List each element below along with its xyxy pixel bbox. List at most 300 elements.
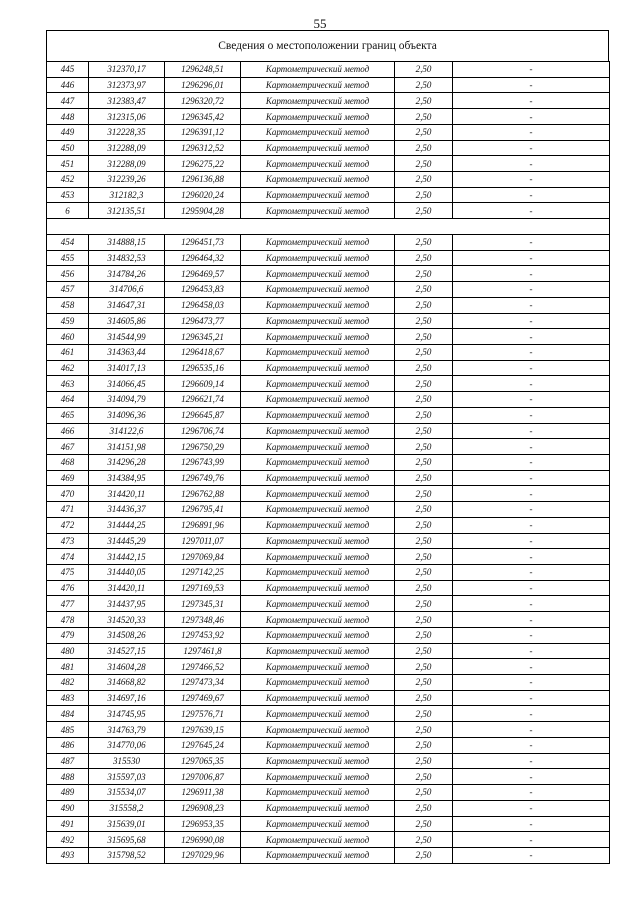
coord-x-cell: 314151,98 — [89, 439, 165, 455]
note-cell: - — [453, 722, 610, 738]
note-cell: - — [453, 486, 610, 502]
point-number-cell: 488 — [47, 769, 89, 785]
table-row — [47, 517, 610, 533]
coord-y-cell: 1296136,88 — [165, 172, 241, 188]
coord-x-cell: 312315,06 — [89, 109, 165, 125]
note-cell: - — [453, 847, 610, 863]
point-number-cell: 462 — [47, 360, 89, 376]
point-number-cell: 458 — [47, 297, 89, 313]
coord-x-cell: 312228,35 — [89, 124, 165, 140]
note-cell: - — [453, 282, 610, 298]
accuracy-cell: 2,50 — [395, 203, 453, 219]
point-number-cell: 6 — [47, 203, 89, 219]
coord-y-cell: 1296464,32 — [165, 250, 241, 266]
method-cell: Картометрический метод — [241, 203, 395, 219]
coord-y-cell: 1297169,53 — [165, 580, 241, 596]
table-row — [47, 769, 610, 785]
accuracy-cell: 2,50 — [395, 769, 453, 785]
coord-y-cell: 1297065,35 — [165, 753, 241, 769]
table-row — [47, 172, 610, 188]
note-cell: - — [453, 62, 610, 78]
table-row — [47, 203, 610, 219]
accuracy-cell: 2,50 — [395, 675, 453, 691]
table-row — [47, 109, 610, 125]
coord-y-cell: 1296706,74 — [165, 423, 241, 439]
coord-x-cell: 312135,51 — [89, 203, 165, 219]
coord-x-cell: 315798,52 — [89, 847, 165, 863]
note-cell: - — [453, 376, 610, 392]
accuracy-cell: 2,50 — [395, 344, 453, 360]
accuracy-cell: 2,50 — [395, 549, 453, 565]
point-number-cell: 487 — [47, 753, 89, 769]
point-number-cell: 454 — [47, 234, 89, 250]
coord-x-cell: 314296,28 — [89, 454, 165, 470]
coord-x-cell: 314527,15 — [89, 643, 165, 659]
accuracy-cell: 2,50 — [395, 407, 453, 423]
note-cell: - — [453, 800, 610, 816]
coord-y-cell: 1296248,51 — [165, 62, 241, 78]
method-cell: Картометрический метод — [241, 675, 395, 691]
table-row — [47, 753, 610, 769]
point-number-cell: 445 — [47, 62, 89, 78]
table-row — [47, 659, 610, 675]
table-row — [47, 737, 610, 753]
accuracy-cell: 2,50 — [395, 109, 453, 125]
method-cell: Картометрический метод — [241, 156, 395, 172]
note-cell: - — [453, 360, 610, 376]
coord-x-cell: 314604,28 — [89, 659, 165, 675]
coord-x-cell: 314420,11 — [89, 580, 165, 596]
accuracy-cell: 2,50 — [395, 360, 453, 376]
accuracy-cell: 2,50 — [395, 690, 453, 706]
coord-x-cell: 315597,03 — [89, 769, 165, 785]
method-cell: Картометрический метод — [241, 470, 395, 486]
coord-x-cell: 314420,11 — [89, 486, 165, 502]
accuracy-cell: 2,50 — [395, 832, 453, 848]
table-row — [47, 344, 610, 360]
table-row — [47, 565, 610, 581]
point-number-cell: 463 — [47, 376, 89, 392]
method-cell: Картометрический метод — [241, 722, 395, 738]
coord-x-cell: 314784,26 — [89, 266, 165, 282]
coord-y-cell: 1296953,35 — [165, 816, 241, 832]
accuracy-cell: 2,50 — [395, 785, 453, 801]
accuracy-cell: 2,50 — [395, 187, 453, 203]
coord-x-cell: 314445,29 — [89, 533, 165, 549]
note-cell: - — [453, 832, 610, 848]
point-number-cell: 446 — [47, 77, 89, 93]
table-row — [47, 832, 610, 848]
method-cell: Картометрический метод — [241, 753, 395, 769]
method-cell: Картометрический метод — [241, 140, 395, 156]
method-cell: Картометрический метод — [241, 407, 395, 423]
accuracy-cell: 2,50 — [395, 454, 453, 470]
coord-y-cell: 1296911,38 — [165, 785, 241, 801]
table-row — [47, 313, 610, 329]
coord-x-cell: 314066,45 — [89, 376, 165, 392]
coord-y-cell: 1297348,46 — [165, 612, 241, 628]
coord-x-cell: 314832,53 — [89, 250, 165, 266]
point-number-cell: 492 — [47, 832, 89, 848]
point-number-cell: 456 — [47, 266, 89, 282]
accuracy-cell: 2,50 — [395, 282, 453, 298]
method-cell: Картометрический метод — [241, 627, 395, 643]
method-cell: Картометрический метод — [241, 659, 395, 675]
boundary-table-frame — [46, 30, 609, 864]
table-row — [47, 392, 610, 408]
method-cell: Картометрический метод — [241, 737, 395, 753]
point-number-cell: 453 — [47, 187, 89, 203]
method-cell: Картометрический метод — [241, 847, 395, 863]
separator-row — [47, 219, 610, 235]
method-cell: Картометрический метод — [241, 706, 395, 722]
note-cell: - — [453, 785, 610, 801]
point-number-cell: 459 — [47, 313, 89, 329]
accuracy-cell: 2,50 — [395, 156, 453, 172]
coord-y-cell: 1297011,07 — [165, 533, 241, 549]
accuracy-cell: 2,50 — [395, 470, 453, 486]
point-number-cell: 476 — [47, 580, 89, 596]
note-cell: - — [453, 659, 610, 675]
note-cell: - — [453, 93, 610, 109]
coord-y-cell: 1296645,87 — [165, 407, 241, 423]
table-title: Сведения о местоположении границ объекта — [46, 30, 609, 62]
table-row — [47, 454, 610, 470]
point-number-cell: 469 — [47, 470, 89, 486]
table-row — [47, 643, 610, 659]
coord-x-cell: 314706,6 — [89, 282, 165, 298]
accuracy-cell: 2,50 — [395, 722, 453, 738]
note-cell: - — [453, 737, 610, 753]
point-number-cell: 472 — [47, 517, 89, 533]
coord-y-cell: 1297006,87 — [165, 769, 241, 785]
method-cell: Картометрический метод — [241, 517, 395, 533]
accuracy-cell: 2,50 — [395, 313, 453, 329]
accuracy-cell: 2,50 — [395, 376, 453, 392]
method-cell: Картометрический метод — [241, 612, 395, 628]
point-number-cell: 482 — [47, 675, 89, 691]
method-cell: Картометрический метод — [241, 297, 395, 313]
coord-x-cell: 314647,31 — [89, 297, 165, 313]
table-row — [47, 596, 610, 612]
coord-x-cell: 312182,3 — [89, 187, 165, 203]
table-body — [47, 62, 610, 864]
table-row — [47, 360, 610, 376]
coord-y-cell: 1295904,28 — [165, 203, 241, 219]
table-row — [47, 156, 610, 172]
table-row — [47, 124, 610, 140]
table-row — [47, 93, 610, 109]
note-cell: - — [453, 140, 610, 156]
coord-y-cell: 1297029,96 — [165, 847, 241, 863]
accuracy-cell: 2,50 — [395, 816, 453, 832]
table-row — [47, 282, 610, 298]
point-number-cell: 474 — [47, 549, 89, 565]
method-cell: Картометрический метод — [241, 423, 395, 439]
note-cell: - — [453, 454, 610, 470]
accuracy-cell: 2,50 — [395, 706, 453, 722]
accuracy-cell: 2,50 — [395, 612, 453, 628]
coord-x-cell: 314442,15 — [89, 549, 165, 565]
method-cell: Картометрический метод — [241, 77, 395, 93]
method-cell: Картометрический метод — [241, 816, 395, 832]
method-cell: Картометрический метод — [241, 187, 395, 203]
point-number-cell: 473 — [47, 533, 89, 549]
accuracy-cell: 2,50 — [395, 596, 453, 612]
coord-x-cell: 314520,33 — [89, 612, 165, 628]
coord-y-cell: 1297069,84 — [165, 549, 241, 565]
empty-cell — [89, 219, 165, 235]
coord-y-cell: 1296609,14 — [165, 376, 241, 392]
point-number-cell: 470 — [47, 486, 89, 502]
coord-y-cell: 1297639,15 — [165, 722, 241, 738]
coord-y-cell: 1296451,73 — [165, 234, 241, 250]
coord-x-cell: 312288,09 — [89, 156, 165, 172]
method-cell: Картометрический метод — [241, 376, 395, 392]
point-number-cell: 485 — [47, 722, 89, 738]
note-cell: - — [453, 234, 610, 250]
point-number-cell: 451 — [47, 156, 89, 172]
note-cell: - — [453, 565, 610, 581]
table-row — [47, 376, 610, 392]
coord-y-cell: 1296391,12 — [165, 124, 241, 140]
table-row — [47, 187, 610, 203]
coord-x-cell: 314094,79 — [89, 392, 165, 408]
note-cell: - — [453, 612, 610, 628]
coord-x-cell: 315695,68 — [89, 832, 165, 848]
coord-y-cell: 1296296,01 — [165, 77, 241, 93]
coord-x-cell: 312383,47 — [89, 93, 165, 109]
note-cell: - — [453, 596, 610, 612]
accuracy-cell: 2,50 — [395, 423, 453, 439]
coord-y-cell: 1296345,21 — [165, 329, 241, 345]
table-row — [47, 140, 610, 156]
table-row — [47, 470, 610, 486]
coord-y-cell: 1296320,72 — [165, 93, 241, 109]
point-number-cell: 468 — [47, 454, 89, 470]
accuracy-cell: 2,50 — [395, 234, 453, 250]
coord-x-cell: 314384,95 — [89, 470, 165, 486]
point-number-cell: 475 — [47, 565, 89, 581]
point-number-cell: 467 — [47, 439, 89, 455]
coord-x-cell: 314668,82 — [89, 675, 165, 691]
coord-x-cell: 312370,17 — [89, 62, 165, 78]
point-number-cell: 447 — [47, 93, 89, 109]
note-cell: - — [453, 816, 610, 832]
table-row — [47, 690, 610, 706]
table-row — [47, 502, 610, 518]
method-cell: Картометрический метод — [241, 93, 395, 109]
point-number-cell: 471 — [47, 502, 89, 518]
note-cell: - — [453, 423, 610, 439]
coord-x-cell: 315558,2 — [89, 800, 165, 816]
point-number-cell: 464 — [47, 392, 89, 408]
coord-y-cell: 1297461,8 — [165, 643, 241, 659]
table-row — [47, 706, 610, 722]
coord-x-cell: 314363,44 — [89, 344, 165, 360]
page-number: 55 — [313, 16, 327, 31]
table-row — [47, 580, 610, 596]
table-row — [47, 62, 610, 78]
coord-y-cell: 1297466,52 — [165, 659, 241, 675]
coord-x-cell: 314745,95 — [89, 706, 165, 722]
coord-x-cell: 315530 — [89, 753, 165, 769]
accuracy-cell: 2,50 — [395, 800, 453, 816]
accuracy-cell: 2,50 — [395, 753, 453, 769]
accuracy-cell: 2,50 — [395, 659, 453, 675]
note-cell: - — [453, 439, 610, 455]
table-row — [47, 439, 610, 455]
method-cell: Картометрический метод — [241, 643, 395, 659]
coord-x-cell: 312239,26 — [89, 172, 165, 188]
accuracy-cell: 2,50 — [395, 140, 453, 156]
method-cell: Картометрический метод — [241, 172, 395, 188]
point-number-cell: 448 — [47, 109, 89, 125]
table-row — [47, 234, 610, 250]
table-row — [47, 627, 610, 643]
accuracy-cell: 2,50 — [395, 62, 453, 78]
table-row — [47, 612, 610, 628]
note-cell: - — [453, 706, 610, 722]
point-number-cell: 479 — [47, 627, 89, 643]
method-cell: Картометрический метод — [241, 549, 395, 565]
point-number-cell: 491 — [47, 816, 89, 832]
coord-y-cell: 1296749,76 — [165, 470, 241, 486]
point-number-cell: 465 — [47, 407, 89, 423]
coord-x-cell: 314544,99 — [89, 329, 165, 345]
method-cell: Картометрический метод — [241, 533, 395, 549]
coord-y-cell: 1296535,16 — [165, 360, 241, 376]
accuracy-cell: 2,50 — [395, 250, 453, 266]
coord-y-cell: 1296458,03 — [165, 297, 241, 313]
accuracy-cell: 2,50 — [395, 93, 453, 109]
note-cell: - — [453, 266, 610, 282]
coord-x-cell: 312373,97 — [89, 77, 165, 93]
table-row — [47, 407, 610, 423]
method-cell: Картометрический метод — [241, 769, 395, 785]
method-cell: Картометрический метод — [241, 832, 395, 848]
coord-x-cell: 314444,25 — [89, 517, 165, 533]
point-number-cell: 450 — [47, 140, 89, 156]
point-number-cell: 493 — [47, 847, 89, 863]
method-cell: Картометрический метод — [241, 360, 395, 376]
empty-cell — [47, 219, 89, 235]
table-row — [47, 800, 610, 816]
point-number-cell: 489 — [47, 785, 89, 801]
accuracy-cell: 2,50 — [395, 737, 453, 753]
note-cell: - — [453, 203, 610, 219]
accuracy-cell: 2,50 — [395, 77, 453, 93]
note-cell: - — [453, 580, 610, 596]
coord-x-cell: 314770,06 — [89, 737, 165, 753]
table-row — [47, 549, 610, 565]
note-cell: - — [453, 690, 610, 706]
accuracy-cell: 2,50 — [395, 486, 453, 502]
note-cell: - — [453, 156, 610, 172]
coord-x-cell: 314508,26 — [89, 627, 165, 643]
coord-x-cell: 314763,79 — [89, 722, 165, 738]
boundary-points-table — [46, 61, 610, 864]
point-number-cell: 481 — [47, 659, 89, 675]
note-cell: - — [453, 344, 610, 360]
coord-x-cell: 314017,13 — [89, 360, 165, 376]
method-cell: Картометрический метод — [241, 313, 395, 329]
point-number-cell: 483 — [47, 690, 89, 706]
method-cell: Картометрический метод — [241, 785, 395, 801]
note-cell: - — [453, 643, 610, 659]
accuracy-cell: 2,50 — [395, 439, 453, 455]
method-cell: Картометрический метод — [241, 234, 395, 250]
point-number-cell: 490 — [47, 800, 89, 816]
coord-y-cell: 1296473,77 — [165, 313, 241, 329]
method-cell: Картометрический метод — [241, 266, 395, 282]
point-number-cell: 457 — [47, 282, 89, 298]
point-number-cell: 484 — [47, 706, 89, 722]
method-cell: Картометрический метод — [241, 565, 395, 581]
accuracy-cell: 2,50 — [395, 297, 453, 313]
note-cell: - — [453, 329, 610, 345]
method-cell: Картометрический метод — [241, 580, 395, 596]
coord-x-cell: 315534,07 — [89, 785, 165, 801]
table-row — [47, 329, 610, 345]
accuracy-cell: 2,50 — [395, 172, 453, 188]
coord-x-cell: 314697,16 — [89, 690, 165, 706]
coord-y-cell: 1297453,92 — [165, 627, 241, 643]
coord-y-cell: 1296762,88 — [165, 486, 241, 502]
note-cell: - — [453, 549, 610, 565]
method-cell: Картометрический метод — [241, 392, 395, 408]
coord-y-cell: 1296275,22 — [165, 156, 241, 172]
note-cell: - — [453, 627, 610, 643]
table-row — [47, 423, 610, 439]
method-cell: Картометрический метод — [241, 109, 395, 125]
coord-y-cell: 1296621,74 — [165, 392, 241, 408]
table-row — [47, 297, 610, 313]
accuracy-cell: 2,50 — [395, 533, 453, 549]
method-cell: Картометрический метод — [241, 486, 395, 502]
accuracy-cell: 2,50 — [395, 580, 453, 596]
empty-cell — [241, 219, 395, 235]
coord-y-cell: 1296469,57 — [165, 266, 241, 282]
coord-x-cell: 314437,95 — [89, 596, 165, 612]
table-row — [47, 266, 610, 282]
table-row — [47, 722, 610, 738]
method-cell: Картометрический метод — [241, 454, 395, 470]
note-cell: - — [453, 172, 610, 188]
point-number-cell: 480 — [47, 643, 89, 659]
coord-y-cell: 1297345,31 — [165, 596, 241, 612]
coord-y-cell: 1296908,23 — [165, 800, 241, 816]
point-number-cell: 449 — [47, 124, 89, 140]
empty-cell — [395, 219, 453, 235]
note-cell: - — [453, 675, 610, 691]
coord-x-cell: 314122,6 — [89, 423, 165, 439]
empty-cell — [453, 219, 610, 235]
note-cell: - — [453, 533, 610, 549]
accuracy-cell: 2,50 — [395, 502, 453, 518]
note-cell: - — [453, 407, 610, 423]
coord-x-cell: 314888,15 — [89, 234, 165, 250]
coord-y-cell: 1296750,29 — [165, 439, 241, 455]
method-cell: Картометрический метод — [241, 439, 395, 455]
point-number-cell: 478 — [47, 612, 89, 628]
table-row — [47, 533, 610, 549]
note-cell: - — [453, 250, 610, 266]
coord-y-cell: 1297142,25 — [165, 565, 241, 581]
method-cell: Картометрический метод — [241, 690, 395, 706]
accuracy-cell: 2,50 — [395, 124, 453, 140]
accuracy-cell: 2,50 — [395, 627, 453, 643]
